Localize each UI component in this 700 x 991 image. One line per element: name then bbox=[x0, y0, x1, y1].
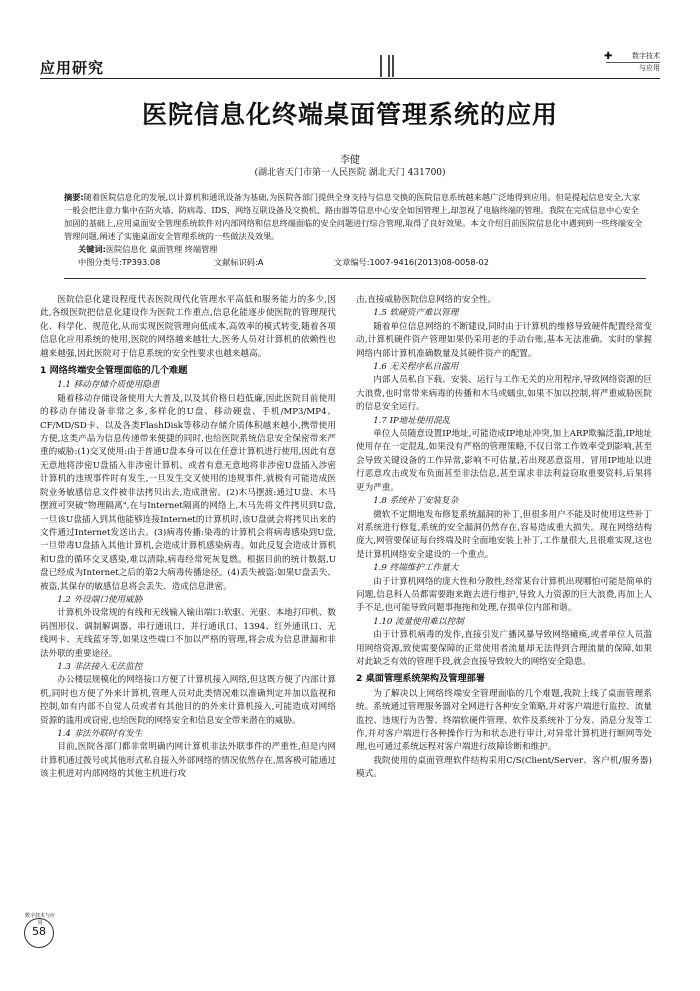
subsection-1-3-heading: 1.3 非法接入无法监控 bbox=[57, 661, 143, 672]
page-number-circle bbox=[24, 913, 56, 948]
intro-paragraph: 医院信息化建设程度代表医院现代化管理水平高低和服务能力的多少,因此,各级医院把信息化建设作为医院工作重点,信息化能逐步使医院的管理现代化、科学化、规范化,从而实现医院管理向低成本,高效率的模式转变,随着各项信息化应用系统的使用,医院的网络越来越壮大,医务人员对计算机的依赖性也越来越强,因此医院对于信息系统的安全性要求也越来越高。 bbox=[40, 295, 336, 359]
document-code: 文献标识码:A bbox=[214, 257, 264, 267]
abstract-text: 随着医院信息化的发展,以计算机和通讯设备为基础,为医院各部门提供全身支持与信息交换的医院信息系统越来越广泛地得到应用。但是提起信息安全,大家一般会把注意力集中在防火墙、防病毒、IDS、网络互联设备及交换机、路由器等信息中心安全如国管理上,却忽视了电脑终端的管理。我院在完成信息中心安全加固的基础上,应用桌面安全管理系统软件对内部网络和信息终端面临的安全问题进行综合管理,取得了良好效果。本文介绍目前医院信息化中遇到到一些终端安全管理问题,阐述了实施桌面安全管理系统的一些做法及效果。 bbox=[64, 192, 643, 241]
page-number-badge bbox=[24, 913, 56, 968]
section-2-paragraph-2: 我院使用的桌面管理软件结构采用C/S(Client/Server、客户机/服务器)模式。 bbox=[356, 755, 652, 780]
continued-paragraph: 击,直接威胁医院信息网络的安全性。 bbox=[356, 295, 497, 305]
subsection-1-3-text: 办公楼层规模化的网络接口方便了计算机接入网络,但这既方便了内部计算机,同时也方便了外来计算机,管理人员对此类情况难以准确判定并加以监视和控制,如有内部不自觉人员或者有其他目的的外来计算机接入,可能造成对网络资源的滥用或窃密,也给医院的网络安全和信息安全带来潜在的威胁。 bbox=[40, 675, 336, 726]
abstract-label: 摘要: bbox=[64, 192, 84, 202]
clc-number: 中图分类号:TP393.08 bbox=[78, 257, 161, 267]
subsection-1-5-text: 随着单位信息网络的不断建设,同时由于计算机的维修导致硬件配置经常变动,计算机硬件资产管理如果仍采用老的手动台账,基本无法准确、实时的掌握网络内部计算机准确数量及其硬件资产的配置。 bbox=[356, 321, 652, 359]
subsection-1-1-text: 随着移动存储设备使用大大普及,以及其价格日趋低廉,因此医院目前使用的移动存储设备非常之多,多样化的U盘、移动硬盘、手机/MP3/MP4、CF/MD/SD卡、以及各类FlashDisk等移动存储介质体积越来越小,携带使用方便,这类产品为信息传递带来便捷的同时,也给医院系统信息安全保密带来严重的威胁:(1)交叉使用:由于普通U盘本身可以在任意计算机进行使用,因此有意无意地将涉密U盘插入非涉密计算机、或者有意无意地将非涉密U盘插入涉密计算机的违规事件时有发生,一旦发生交叉使用的违规事件,就极有可能造成医院业务敏感信息文件被非法拷贝出去,造成泄密。(2)木马摆渡:通过U盘、木马摆渡可突破"物理隔离",在与Internet隔离的网络上,木马先将文件拷贝到U盘,一旦该U盘插入到其他能够连接Internet的计算机时,该U盘就会将拷贝出来的文件通过Internet发送出去。(3)病毒传播:染毒的计算机会将病毒感染到U盘,一旦带毒U盘插入其他计算机,会造成计算机感染病毒。如此反复会造成计算机和U盘的循环交叉感染,难以清除,病毒经常死灰复燃。根据目前的统计数据,U盘已经成为Internet之后的第2大病毒传播途径。(4)丢失被盗:如果U盘丢失、被盗,其保存的敏感信息将会丢失、造成信息泄密。 bbox=[40, 393, 336, 592]
subsection-1-9-heading: 1.9 终端维护工作量大 bbox=[373, 563, 459, 574]
page-number: 58 bbox=[32, 925, 46, 938]
abstract bbox=[64, 191, 646, 256]
subsection-1-2-heading: 1.2 外设端口使用威胁 bbox=[57, 594, 143, 605]
section-label: 应用研究 bbox=[40, 59, 105, 77]
subsection-1-5-heading: 1.5 软硬资产难以管理 bbox=[373, 308, 459, 319]
subsection-1-10-text: 由于计算机病毒的发作,直接引发广播风暴导致网络瘫痪,或者单位人员滥用网络资源,致使需要保障的正常使用者流量却无法得到合理流量的保障,如果对此缺乏有效的管理手段,就会直接导致较大的网络安全隐患。 bbox=[356, 630, 652, 667]
article-title: 医院信息化终端桌面管理系统的应用 bbox=[141, 100, 558, 129]
journal-name-line1: 数字技术 bbox=[632, 52, 660, 60]
subsection-1-8-text: 微软不定期地发布修复系统漏洞的补丁,但很多用户不能及时使用这些补丁对系统进行修复,系统的安全漏洞仍然存在,容易造成重大损失。现在网络结构庞大,网管要保证每台终端及时全面地安装上补丁,工作量很大,且很难实现,这也是计算机网络安全建设的一个重点。 bbox=[356, 509, 652, 560]
abstract-body bbox=[64, 191, 646, 243]
journal-logo bbox=[606, 51, 660, 79]
header-rule bbox=[40, 78, 660, 79]
meta-rule bbox=[64, 278, 646, 279]
logo-mark-icon: ✚ bbox=[604, 51, 613, 62]
keywords bbox=[64, 243, 646, 256]
subsection-1-4-heading: 1.4 非法外联时有发生 bbox=[57, 729, 143, 739]
badge-ring-text: 数字技术与应用 bbox=[25, 913, 56, 926]
subsection-1-7-heading: 1.7 IP地址使用混乱 bbox=[373, 415, 451, 426]
right-column bbox=[356, 294, 652, 782]
subsection-1-9-text: 由于计算机网络的庞大性和分散性,经常某台计算机出现哪怕可能是简单的问题,信息科人员都需要跑来跑去进行维护,导致人力资源的巨大浪费,再加上人手不足,也可能导致问题事拖拖和处理,存损单位内部和谐。 bbox=[356, 576, 652, 614]
running-header bbox=[40, 51, 660, 81]
section-2-paragraph-1: 为了解决以上网络终端安全管理面临的几个难题,我院上线了桌面管理系统。系统通过管理服务器对全网进行各种安全策略,并对客户端进行监控、流量监控、违规行为告警、终端软硬件管理、软件及系统补丁分发、消息分发等工作,并对客户端进行各种操作行为和状态进行审计,对异常计算机进行断网等处理,也可通过系统远程对客户端进行故障诊断和维护。 bbox=[356, 688, 652, 753]
keywords-label: 关键词: bbox=[78, 244, 106, 254]
article-number: 文章编号:1007-9416(2013)08-0058-02 bbox=[334, 257, 489, 267]
author: 李健 bbox=[340, 155, 360, 166]
subsection-1-7-text: 单位人员随意设置IP地址,可能造成IP地址冲突,加上ARP欺骗泛滥,IP地址使用存在一定混乱,如果没有严格的管理策略,不仅日常工作效率受到影响,甚至会导致关键设备的工作异常,影响不可估量,若出现恶意盗用、冒用IP地址以进行恶意攻击或发布负面甚至非法信息,甚至谋求非法利益窃取重要资料,后果将更为严重。 bbox=[356, 429, 652, 493]
subsection-1-6-heading: 1.6 无关程序私自滥用 bbox=[373, 362, 459, 373]
subsection-1-10-heading: 1.10 流量使用难以控制 bbox=[373, 616, 464, 627]
keywords-text: 医院信息化 桌面管理 终端管理 bbox=[105, 244, 218, 254]
affiliation: (湖北省天门市第一人民医院 湖北天门 431700) bbox=[254, 168, 446, 178]
section-2-heading: 2 桌面管理系统架构及管理部署 bbox=[356, 673, 486, 685]
subsection-1-6-text: 内部人员私自下载、安装、运行与工作无关的应用程序,导致网络资源的巨大浪费,也时常带来病毒的传播和木马或蠕虫,如果不加以控制,将严重威胁医院的信息安全运行。 bbox=[356, 375, 652, 413]
subsection-1-4-text: 目前,医院各部门都非常明确内网计算机非法外联事件的严重性,但是内网计算机通过拨号或其他形式私自接入外部网络的情况依然存在,黑客极可能通过该主机进对内部网络的其他主机进行攻 bbox=[40, 742, 336, 780]
subsection-1-1-heading: 1.1 移动存储介质使用隐患 bbox=[57, 380, 160, 391]
subsection-1-2-text: 计算机外设常规的有线和无线输入输出端口:软驱、光驱、本地打印机、数码图形仪、调制解调器、串行通讯口、并行通讯口、1394、红外通讯口、无线网卡、无线蓝牙等,如果这些端口不加以严格的管理,将会成为信息泄漏和非法外联的重要途径。 bbox=[40, 608, 336, 659]
section-1-heading: 1 网络终端安全管理面临的几个难题 bbox=[40, 365, 188, 377]
journal-name-line2: 与应用 bbox=[606, 62, 660, 74]
subsection-1-8-heading: 1.8 系统补丁安装复杂 bbox=[373, 496, 459, 507]
left-column bbox=[40, 294, 336, 782]
